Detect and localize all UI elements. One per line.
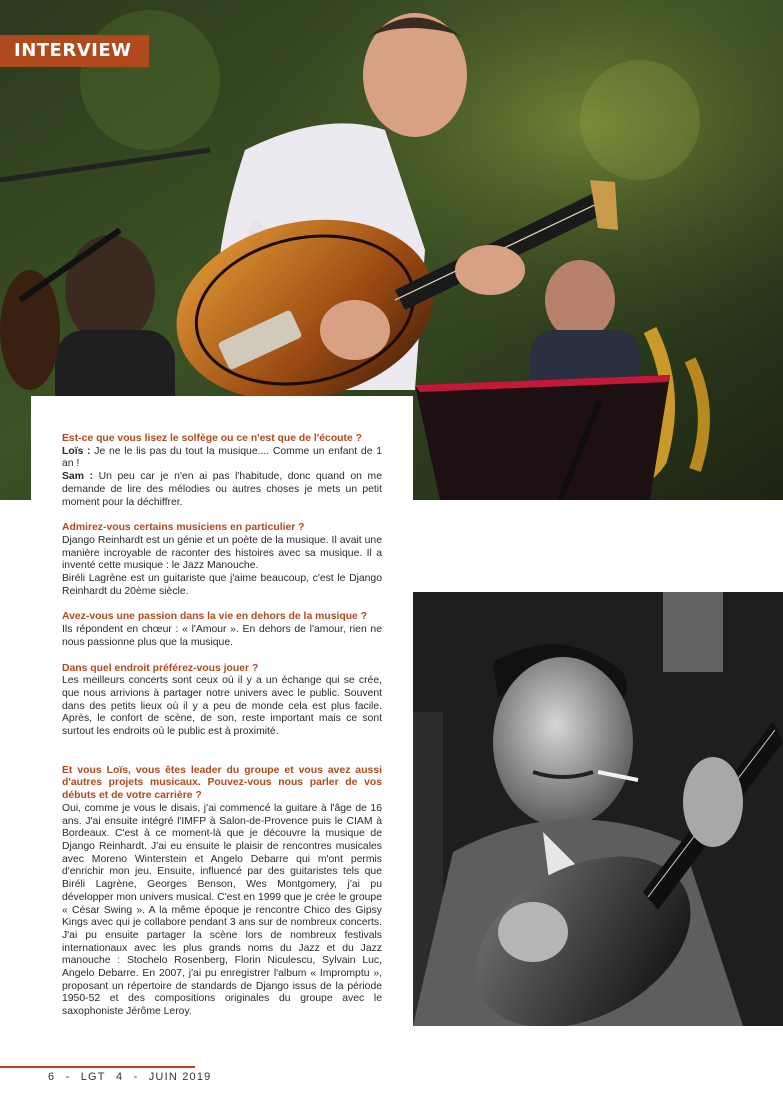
page-number: 6 xyxy=(48,1071,56,1083)
question-heading: Dans quel endroit préférez-vous jouer ? xyxy=(62,662,259,674)
answer-paragraph: Oui, comme je vous le disais, j'ai commencé la guitare à l'âge de 16 ans. J'ai ensuite intégré l'IMFP à Salon-de-Provence puis le CIAM à Bordeaux. C'est à ce moment-là que je découvre la musique de Django Reinhardt. J'ai eu ensuite le plaisir de rencontres musicales avec Moreno Winterstein et Angelo Debarre qui m'ont permis d'enrichir mon jeu. Ensuite, influencé par des guitaristes tels que Biréli Lagrène, Georges Benson, Wes Montgomery, j'ai pu développer mon univers musical. C'est en 1999 que je crée le groupe « César Swing ». A la même époque je rencontre Chico des Gipsy Kings avec qui je collabore pendant 3 ans sur de nombreux concerts. J'ai pu ensuite partager la scène lors de nombreux festivals internationaux avec les plus grands noms du Jazz et du Jazz manouche : Stochelo Rosenberg, Florin Niculescu, Sylvain Luc, Angelo Debarre. En 2007, j'ai pu enregistrer l'album « Impromptu », proposant un répertoire de standards de Django issus de la période 1950-52 et des compositions originales du groupe avec le saxophoniste Jérôme Leroy. xyxy=(62,802,382,1018)
footer-separator: - xyxy=(65,1071,71,1083)
speaker-label: Loïs : xyxy=(62,445,91,457)
interview-article xyxy=(62,433,382,1032)
question-heading: Admirez-vous certains musiciens en particulier ? xyxy=(62,522,305,534)
footer-separator: - xyxy=(133,1071,139,1083)
answer-paragraph: Les meilleurs concerts sont ceux où il y a un échange qui se crée, que nous arrivions à partager notre univers avec le public. Souvent dans des petits lieux où il y a peu de monde cela est plus facile. Après, le confort de scène, de son, reste important mais ce sont surtout les endroits où le public est à proximité. xyxy=(62,675,382,738)
answer-text: Un peu car je n'en ai pas l'habitude, donc quand on me demande de lire des mélodies ou autres choses je mets un petit moment pour la déchiffrer. xyxy=(62,471,382,508)
issue-number: 4 xyxy=(116,1071,124,1083)
bw-portrait-illustration xyxy=(413,592,783,1026)
issue-date: JUIN 2019 xyxy=(148,1071,212,1083)
question-heading: Et vous Loïs, vous êtes leader du groupe et vous avez aussi d'autres projets musicaux. Pouvez-vous nous parler de vos débuts et de votre carrière ? xyxy=(62,764,382,802)
page-footer xyxy=(48,1071,218,1083)
speaker-label: Sam : xyxy=(62,471,94,483)
qa-block xyxy=(62,765,382,1019)
django-reinhardt-photo xyxy=(413,592,783,1026)
answer-text: Je ne le lis pas du tout la musique.... Comme un enfant de 1 an ! xyxy=(62,445,382,470)
qa-block xyxy=(62,611,382,649)
question-heading: Est-ce que vous lisez le solfège ou ce n'est que de l'écoute ? xyxy=(62,433,363,444)
answer-paragraph: Django Reinhardt est un génie et un poète de la musique. Il avait une manière incroyable de raconter des histoires avec sa musique. Il a inventé cette musique : le Jazz Manouche. xyxy=(62,534,382,572)
answer-paragraph xyxy=(62,446,382,471)
interview-section-tag: INTERVIEW xyxy=(0,35,149,67)
question-heading: Avez-vous une passion dans la vie en dehors de la musique ? xyxy=(62,611,368,623)
qa-block xyxy=(62,663,382,739)
qa-block xyxy=(62,522,382,598)
magazine-name: LGT xyxy=(80,1071,106,1083)
answer-paragraph xyxy=(62,471,382,509)
answer-paragraph: Ils répondent en chœur : « l'Amour ». En dehors de l'amour, rien ne nous passionne plus que la musique. xyxy=(62,624,382,648)
qa-block xyxy=(62,433,382,509)
footer-accent-rule xyxy=(0,1066,195,1068)
answer-paragraph: Biréli Lagrène est un guitariste que j'aime beaucoup, c'est le Django Reinhardt du 20ème siècle. xyxy=(62,573,382,597)
